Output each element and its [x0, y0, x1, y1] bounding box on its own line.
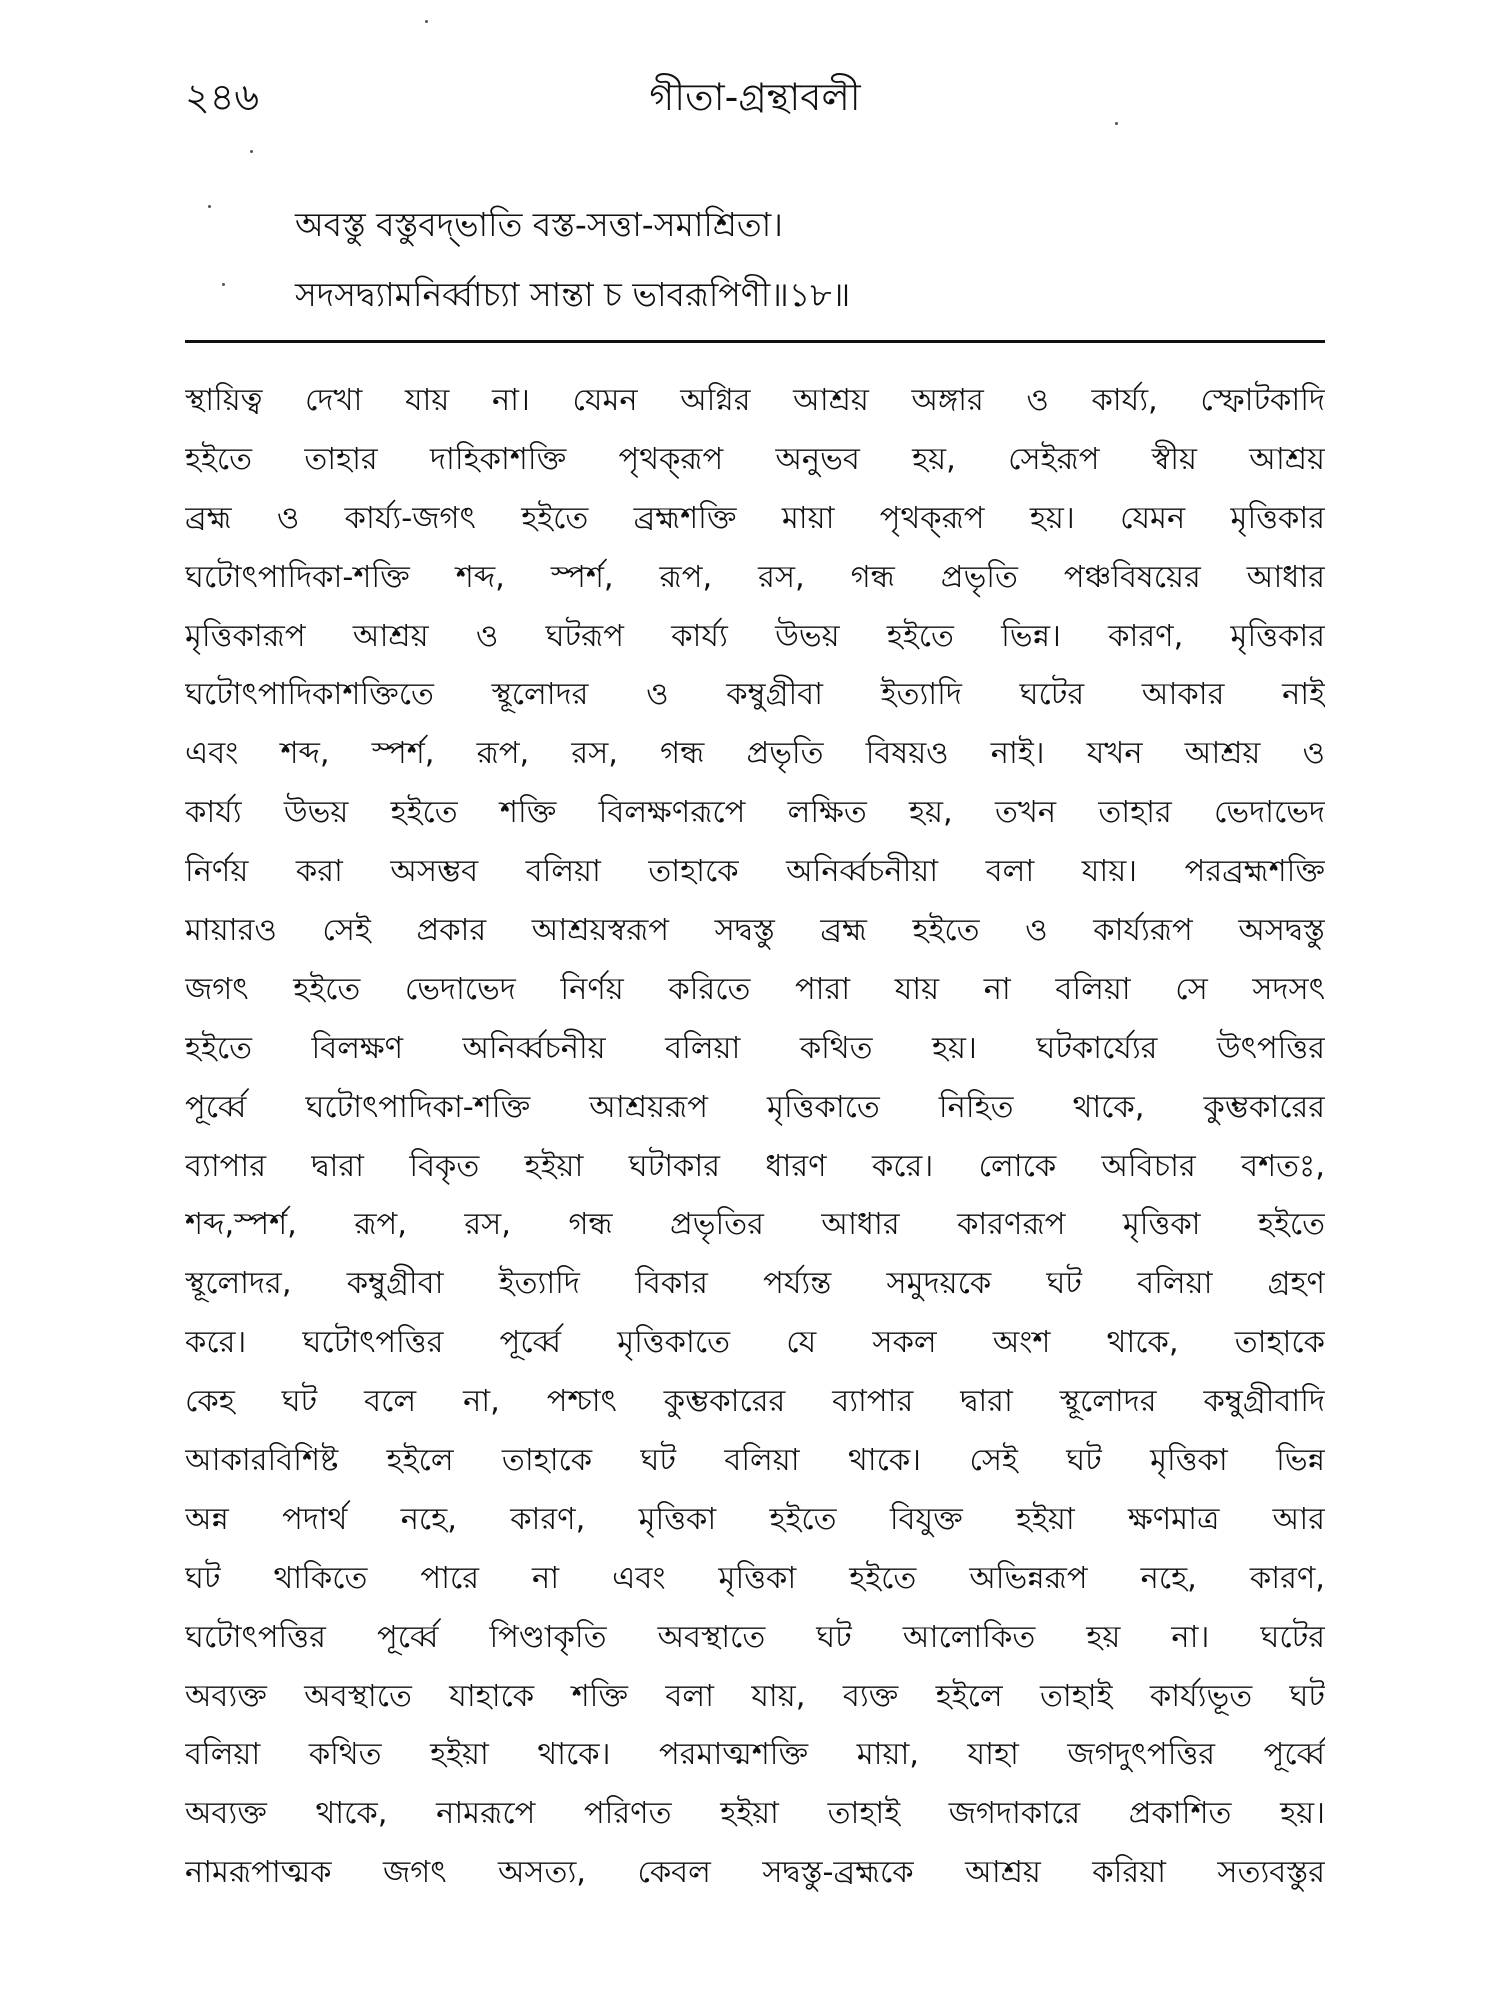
text-line: এবং শব্দ, স্পর্শ, রূপ, রস, গন্ধ প্রভৃতি বিষয়ও নাই। যখন আশ্রয় ও — [185, 736, 1325, 772]
text-line: জগৎ হইতে ভেদাভেদ নির্ণয় করিতে পারা যায় না বলিয়া সে সদসৎ — [185, 971, 1325, 1007]
text-line: ঘটোৎপাদিকা-শক্তি শব্দ, স্পর্শ, রূপ, রস, গন্ধ প্রভৃতি পঞ্চবিষয়ের আধার — [185, 559, 1325, 595]
text-line: ব্রহ্ম ও কার্য্য-জগৎ হইতে ব্রহ্মশক্তি মায়া পৃথক্‌রূপ হয়। যেমন মৃত্তিকার — [185, 500, 1325, 536]
page-header — [185, 60, 1325, 130]
text-line: করে। ঘটোৎপত্তির পূর্ব্বে মৃত্তিকাতে যে সকল অংশ থাকে, তাহাকে — [185, 1325, 1325, 1361]
text-line: বলিয়া কথিত হইয়া থাকে। পরমাত্মশক্তি মায়া, যাহা জগদুৎপত্তির পূর্ব্বে — [185, 1737, 1325, 1773]
scan-speck — [222, 283, 225, 286]
section-divider — [185, 340, 1325, 343]
scan-speck — [250, 150, 253, 153]
text-line: আকারবিশিষ্ট হইলে তাহাকে ঘট বলিয়া থাকে। সেই ঘট মৃত্তিকা ভিন্ন — [185, 1443, 1325, 1479]
text-line: অন্ন পদার্থ নহে, কারণ, মৃত্তিকা হইতে বিযুক্ত হইয়া ক্ষণমাত্র আর — [185, 1501, 1325, 1537]
text-line: পূর্ব্বে ঘটোৎপাদিকা-শক্তি আশ্রয়রূপ মৃত্তিকাতে নিহিত থাকে, কুম্ভকারের — [185, 1089, 1325, 1125]
text-line: কার্য্য উভয় হইতে শক্তি বিলক্ষণরূপে লক্ষিত হয়, তখন তাহার ভেদাভেদ — [185, 795, 1325, 831]
text-line: অব্যক্ত অবস্থাতে যাহাকে শক্তি বলা যায়, ব্যক্ত হইলে তাহাই কার্য্যভূত ঘট — [185, 1678, 1325, 1714]
text-line: কেহ ঘট বলে না, পশ্চাৎ কুম্ভকারের ব্যাপার দ্বারা স্থূলোদর কম্বুগ্রীবাদি — [185, 1384, 1325, 1420]
text-line: ঘটোৎপত্তির পূর্ব্বে পিণ্ডাকৃতি অবস্থাতে ঘট আলোকিত হয় না। ঘটের — [185, 1619, 1325, 1655]
text-line: শব্দ,স্পর্শ, রূপ, রস, গন্ধ প্রভৃতির আধার কারণরূপ মৃত্তিকা হইতে — [185, 1207, 1325, 1243]
text-line: স্থূলোদর, কম্বুগ্রীবা ইত্যাদি বিকার পর্য্যন্ত সমুদয়কে ঘট বলিয়া গ্রহণ — [185, 1266, 1325, 1302]
text-line: ঘট থাকিতে পারে না এবং মৃত্তিকা হইতে অভিন্নরূপ নহে, কারণ, — [185, 1560, 1325, 1596]
text-line: ঘটোৎপাদিকাশক্তিতে স্থূলোদর ও কম্বুগ্রীবা ইত্যাদি ঘটের আকার নাই — [185, 677, 1325, 713]
verse-line: অবস্তু বস্তুবদ্‌ভাতি বস্ত-সত্তা-সমাশ্রিতা। — [295, 205, 783, 244]
text-line: স্থায়িত্ব দেখা যায় না। যেমন অগ্নির আশ্রয় অঙ্গার ও কার্য্য, স্ফোটকাদি — [185, 383, 1325, 418]
text-line: নির্ণয় করা অসম্ভব বলিয়া তাহাকে অনির্ব্বচনীয়া বলা যায়। পরব্রহ্মশক্তি — [185, 854, 1325, 890]
text-line: নামরূপাত্মক জগৎ অসত্য, কেবল সদ্বস্তু-ব্রহ্মকে আশ্রয় করিয়া সত্যবস্তুর — [185, 1855, 1325, 1891]
verse-line: সদসদ্ব্যামনির্ব্বাচ্যা সান্তা চ ভাবরূপিণী॥১৮॥ — [295, 275, 851, 314]
scan-speck — [425, 20, 428, 23]
text-line: মৃত্তিকারূপ আশ্রয় ও ঘটরূপ কার্য্য উভয় হইতে ভিন্ন। কারণ, মৃত্তিকার — [185, 618, 1325, 654]
verse-block — [295, 190, 1295, 330]
text-line: হইতে বিলক্ষণ অনির্ব্বচনীয় বলিয়া কথিত হয়। ঘটকার্য্যের উৎপত্তির — [185, 1030, 1325, 1066]
text-line: অব্যক্ত থাকে, নামরূপে পরিণত হইয়া তাহাই জগদাকারে প্রকাশিত হয়। — [185, 1796, 1325, 1832]
text-line: ব্যাপার দ্বারা বিকৃত হইয়া ঘটাকার ধারণ করে। লোকে অবিচার বশতঃ, — [185, 1148, 1325, 1184]
text-line: মায়ারও সেই প্রকার আশ্রয়স্বরূপ সদ্বস্তু ব্রহ্ম হইতে ও কার্য্যরূপ অসদ্বস্তু — [185, 913, 1325, 949]
text-line: হইতে তাহার দাহিকাশক্তি পৃথক্‌রূপ অনুভব হয়, সেইরূপ স্বীয় আশ্রয় — [185, 441, 1325, 477]
running-title: গীতা-গ্রন্থাবলী — [649, 75, 861, 119]
scan-speck — [208, 205, 211, 208]
page-number: ২৪৬ — [185, 75, 260, 119]
body-text — [185, 372, 1325, 1903]
